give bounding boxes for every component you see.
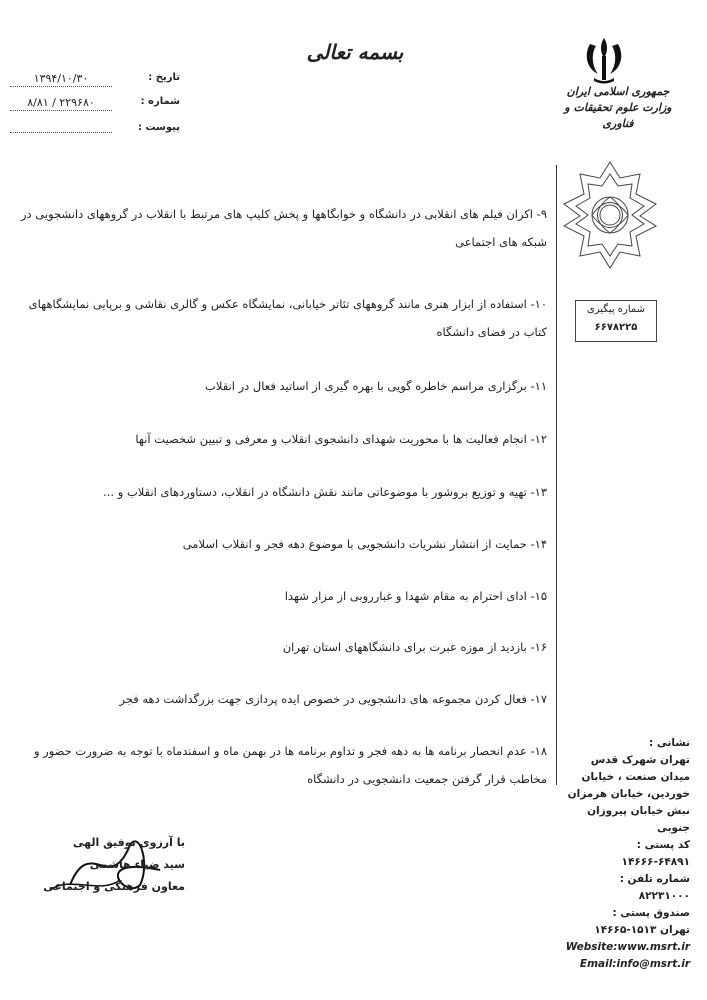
basmala: بسمه تعالی [306, 40, 404, 64]
iran-emblem-icon [580, 34, 628, 84]
margin-rule [556, 165, 557, 785]
address-line: میدان صنعت ، خیابان [581, 771, 690, 783]
list-item: ۱۱- برگزاری مراسم خاطره گویی با بهره گیری از اساتید فعال در انقلاب [205, 379, 547, 393]
pobox-value: تهران ۱۵۱۳-۱۴۶۶۵ [594, 924, 690, 936]
attachment-label: پیوست : [137, 122, 180, 133]
list-item: ۱۳- تهیه و توزیع بروشور با موضوعاتی مانند نقش دانشگاه در انقلاب، دستاوردهای انقلاب و ... [103, 485, 547, 499]
list-item: ۱۲- انجام فعالیت ها با محوریت شهدای دانشجوی انقلاب و معرفی و تبیین شخصیت آنها [135, 432, 547, 446]
attachment-value [10, 122, 112, 133]
government-header [548, 84, 688, 132]
website: Website:www.msrt.ir [565, 941, 690, 953]
number-row [10, 96, 180, 112]
address-line: نبش خیابان پیروزان جنوبی [587, 805, 690, 834]
list-item: ۱۶- بازدید از موزه عبرت برای دانشگاههای استان تهران [282, 640, 547, 654]
tracking-label: شماره پیگیری [586, 304, 646, 315]
pobox-label: صندوق پستی : [612, 907, 690, 919]
attachment-row [10, 122, 180, 138]
address-line: خوردین، خیابان هرمزان [567, 788, 690, 800]
address-line: تهران شهرک قدس [590, 754, 690, 766]
ministry-name: وزارت علوم تحقیقات و فناوری [564, 101, 672, 130]
number-label: شماره : [140, 96, 180, 107]
list-item: ۱۴- حمایت از انتشار نشریات دانشجویی با موضوع دهه فجر و انقلاب اسلامی [182, 537, 547, 551]
address-block [565, 735, 690, 973]
phone-number: شماره تلفن : ۸۲۲۳۱۰۰۰ [619, 873, 690, 902]
tracking-box [575, 300, 657, 342]
email: Email:info@msrt.ir [579, 958, 690, 970]
signatory-title: معاون فرهنگی و اجتماعی [43, 880, 185, 893]
list-item: ۱۸- عدم انحصار برنامه ها به دهه فجر و تداوم برنامه ها در بهمن ماه و اسفندماه با توجه به ضرورت حضور و مخاطب قرار گرفتن جمعیت دانشجویی در دانشگاه [33, 744, 547, 786]
address-title: نشانی : [649, 737, 690, 749]
signatory-name: سید ضیاء هاشمی [89, 858, 185, 871]
list-item: ۱۷- فعال کردن مجموعه های دانشجویی در خصوص ایده پردازی جهت بزرگداشت دهه فجر [119, 692, 547, 706]
signature-block [20, 832, 185, 898]
list-item: ۹- اکران فیلم های انقلابی در دانشگاه و خوابگاهها و پخش کلیپ های مرتبط با انقلاب در گروههای دانشجویی در شبکه های اجتماعی [20, 207, 547, 249]
postal-code: کد پستی : ۶۴۸۹۱-۱۴۶۶۶ [621, 839, 690, 868]
country-name: جمهوری اسلامی ایران [566, 85, 670, 98]
list-item: ۱۰- استفاده از ابزار هنری مانند گروههای تئاتر خیابانی، نمایشگاه عکس و گالری نقاشی و برپایی نمایشگاههای کتاب در فضای دانشگاه [28, 297, 547, 339]
signature-closing: با آرزوی توفیق الهی [72, 836, 185, 849]
date-label: تاریخ : [148, 72, 180, 83]
list-item: ۱۵- ادای احترام به مقام شهدا و غبارروبی از مزار شهدا [284, 589, 547, 603]
date-row [10, 72, 180, 88]
date-value: ۱۳۹۴/۱۰/۳۰ [10, 72, 112, 87]
tracking-number: ۶۶۷۸۲۲۵ [594, 322, 638, 333]
number-value: ۸/۸۱ / ۲۲۹۶۸۰ [10, 96, 112, 111]
ornament-icon [560, 160, 660, 270]
